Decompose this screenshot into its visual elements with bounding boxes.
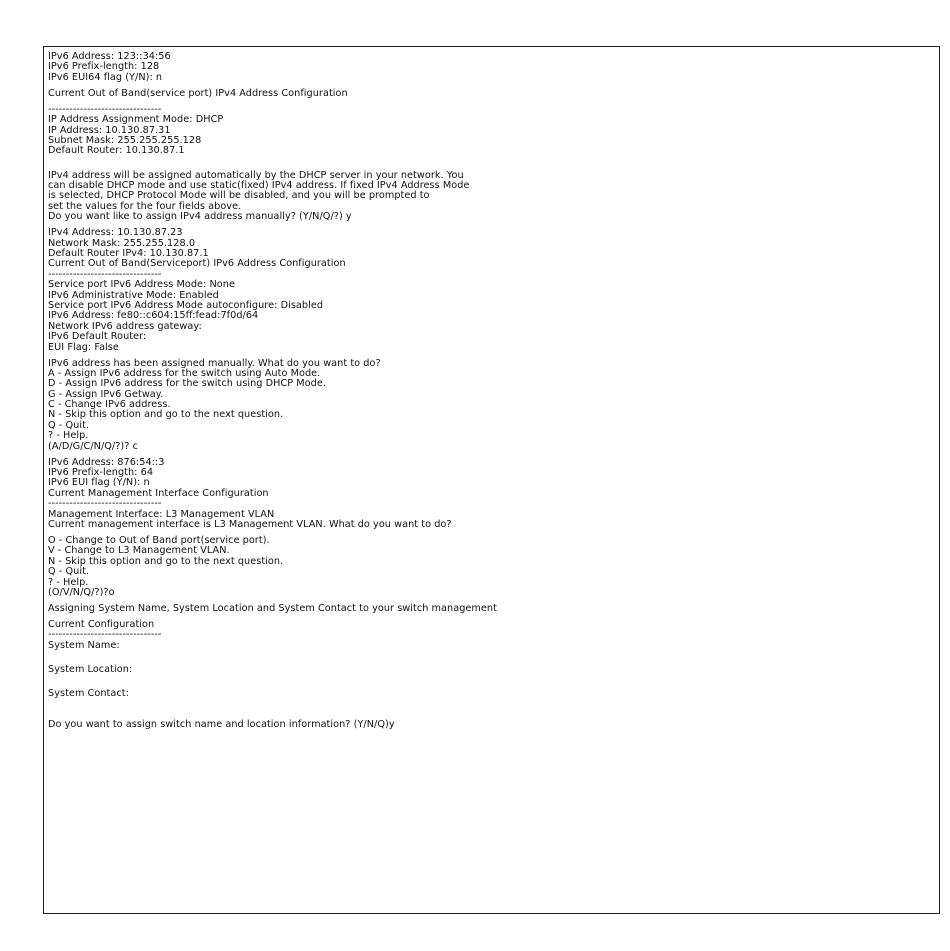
line-spacer: [48, 651, 939, 665]
terminal-line: N - Skip this option and go to the next question.: [48, 409, 284, 421]
terminal-line: N - Skip this option and go to the next question.: [48, 555, 284, 567]
terminal-line: set the values for the four fields above.: [48, 200, 242, 212]
terminal-line: Q - Quit.: [48, 419, 90, 431]
terminal-line: O - Change to Out of Band port(service port).: [48, 534, 270, 546]
terminal-line: V - Change to L3 Management VLAN.: [48, 545, 230, 557]
terminal-line: Do you want to assign switch name and location information? (Y/N/Q)y: [48, 718, 395, 730]
terminal-line: Current management interface is L3 Management VLAN. What do you want to do?: [48, 518, 452, 530]
terminal-line: (O/V/N/Q/?)?o: [48, 586, 115, 598]
line-spacer: [48, 700, 939, 720]
terminal-line: Default Router IPv4: 10.130.87.1: [48, 248, 209, 260]
terminal-line: Q - Quit.: [48, 566, 90, 578]
terminal-line: System Location:: [48, 664, 133, 676]
terminal-line: EUI Flag: False: [48, 341, 119, 353]
terminal-line: Current Out of Band(service port) IPv4 Address Configuration: [48, 87, 348, 99]
terminal-line: System Name:: [48, 639, 120, 651]
terminal-line: Current Configuration: [48, 618, 155, 630]
line-spacer: [48, 675, 939, 689]
terminal-line: A - Assign IPv6 address for the switch using Auto Mode.: [48, 367, 321, 379]
terminal-line: --------------------------------: [48, 498, 162, 510]
terminal-line: can disable DHCP mode and use static(fixed) IPv4 address. If fixed IPv4 Address Mode: [48, 180, 470, 192]
terminal-line: ? - Help.: [48, 430, 89, 442]
terminal-line: Service port IPv6 Address Mode autoconfigure: Disabled: [48, 299, 324, 311]
terminal-line: is selected, DHCP Protocol Mode will be disabled, and you will be prompted to: [48, 190, 430, 202]
terminal-line: --------------------------------: [48, 268, 162, 280]
terminal-line: Management Interface: L3 Management VLAN: [48, 508, 275, 520]
terminal-line: IPv6 Administrative Mode: Enabled: [48, 289, 219, 301]
line-spacer: [48, 157, 939, 171]
terminal-line: D - Assign IPv6 address for the switch using DHCP Mode.: [48, 378, 326, 390]
terminal-line: IPv4 address will be assigned automatically by the DHCP server in your network. You: [48, 169, 464, 181]
terminal-line: IPv6 Prefix-length: 64: [48, 467, 154, 479]
terminal-line: IPv6 Address: 876:54::3: [48, 456, 165, 468]
terminal-line: IP Address: 10.130.87.31: [48, 124, 171, 136]
terminal-line: IPv6 EUI flag (Y/N): n: [48, 477, 150, 489]
terminal-line: G - Assign IPv6 Getway.: [48, 388, 164, 400]
terminal-line: Assigning System Name, System Location and System Contact to your switch management: [48, 602, 497, 614]
terminal-line: System Contact:: [48, 688, 129, 700]
terminal-line: IPv6 Address: 123::34:56: [48, 51, 171, 62]
terminal-line: Network Mask: 255.255.128.0: [48, 237, 196, 249]
terminal-line: IPv6 address has been assigned manually. What do you want to do?: [48, 357, 381, 369]
terminal-line: (A/D/G/C/N/Q/?)? c: [48, 440, 138, 452]
terminal-line: ? - Help.: [48, 576, 89, 588]
terminal-line: Current Out of Band(Serviceport) IPv6 Address Configuration: [48, 258, 346, 270]
terminal-line: IPv4 Address: 10.130.87.23: [48, 227, 183, 239]
terminal-line: Current Management Interface Configuration: [48, 487, 269, 499]
terminal-line: IPv6 Prefix-length: 128: [48, 61, 160, 73]
terminal-line: Subnet Mask: 255.255.255.128: [48, 134, 202, 146]
terminal-line: Default Router: 10.130.87.1: [48, 145, 185, 157]
terminal-line: Network IPv6 address gateway:: [48, 320, 202, 332]
terminal-line: --------------------------------: [48, 629, 162, 641]
terminal-line: --------------------------------: [48, 103, 162, 115]
terminal-output-panel: [43, 46, 940, 914]
terminal-line: IP Address Assignment Mode: DHCP: [48, 114, 224, 126]
terminal-line: IPv6 Default Router:: [48, 331, 147, 343]
terminal-line: Do you want like to assign IPv4 address manually? (Y/N/Q/?) y: [48, 211, 352, 223]
terminal-line: IPv6 Address: fe80::c604:15ff:fead:7f0d/64: [48, 310, 259, 322]
terminal-line: IPv6 EUI64 flag (Y/N): n: [48, 71, 163, 83]
terminal-line: Service port IPv6 Address Mode: None: [48, 279, 235, 291]
terminal-line: C - Change IPv6 address.: [48, 399, 171, 411]
